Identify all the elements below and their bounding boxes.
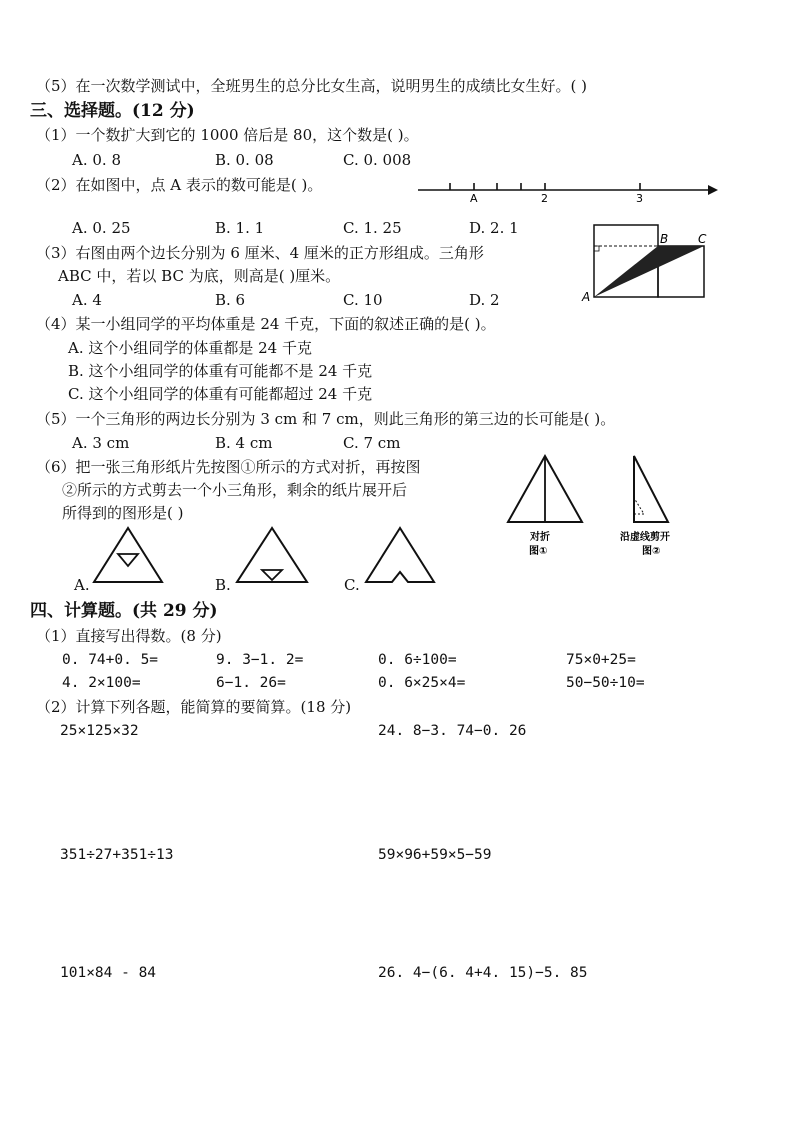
q2-option-b[interactable]: B. 1. 1 xyxy=(215,219,265,237)
calc-problem-1: 25×125×32 xyxy=(60,723,139,739)
mental-calc-6: 6−1. 26= xyxy=(216,675,286,691)
q3-stem-line1: （3）右图由两个边长分别为 6 厘米、4 厘米的正方形组成。三角形 xyxy=(36,244,484,262)
fold-figure-1 xyxy=(500,450,590,560)
q5-option-a[interactable]: A. 3 cm xyxy=(72,434,130,452)
calc-problem-5: 101×84 - 84 xyxy=(60,965,157,981)
mental-calc-5: 4. 2×100= xyxy=(62,675,141,691)
q6-option-c-label[interactable]: C. xyxy=(344,576,360,594)
number-line-tick-2: 2 xyxy=(541,192,548,205)
q6-option-a-shape[interactable] xyxy=(90,524,170,590)
q5-option-c[interactable]: C. 7 cm xyxy=(343,434,401,452)
q2-option-d[interactable]: D. 2. 1 xyxy=(469,219,519,237)
question-true-false-5: （5）在一次数学测试中，全班男生的总分比女生高，说明男生的成绩比女生好。( ) xyxy=(36,77,588,95)
q1-option-c[interactable]: C. 0. 008 xyxy=(343,151,412,169)
mental-calc-1: 0. 74+0. 5= xyxy=(62,652,159,668)
q2-stem: （2）在如图中，点 A 表示的数可能是( )。 xyxy=(36,176,323,194)
q2-option-a[interactable]: A. 0. 25 xyxy=(72,219,131,237)
cut-figure-2 xyxy=(612,450,712,560)
q1-stem: （1）一个数扩大到它的 1000 倍后是 80，这个数是( )。 xyxy=(36,126,419,144)
section-4-title: 四、计算题。(共 29 分) xyxy=(30,601,218,621)
calc-problem-3: 351÷27+351÷13 xyxy=(60,847,174,863)
number-line-ticks xyxy=(450,183,640,190)
mental-calc-4: 75×0+25= xyxy=(566,652,636,668)
q6-stem-line3: 所得到的图形是( ) xyxy=(62,504,184,522)
q5-stem: （5）一个三角形的两边长分别为 3 cm 和 7 cm，则此三角形的第三边的长可能是( )。 xyxy=(36,410,616,428)
q6-option-b-shape[interactable] xyxy=(232,524,312,590)
mental-calc-2: 9. 3−1. 2= xyxy=(216,652,304,668)
figure-1-caption: 图① xyxy=(529,546,548,557)
mental-calc-7: 0. 6×25×4= xyxy=(378,675,466,691)
cut-caption: 沿虚线剪开 xyxy=(620,532,670,543)
vertex-label-c: C xyxy=(698,232,707,246)
calc-problem-4: 59×96+59×5−59 xyxy=(378,847,492,863)
mental-calc-8: 50−50÷10= xyxy=(566,675,645,691)
calc-problem-2: 24. 8−3. 74−0. 26 xyxy=(378,723,527,739)
q3-option-a[interactable]: A. 4 xyxy=(72,291,102,309)
q3-option-d[interactable]: D. 2 xyxy=(469,291,500,309)
fold-caption: 对折 xyxy=(530,532,550,543)
calc-problem-6: 26. 4−(6. 4+4. 15)−5. 85 xyxy=(378,965,588,981)
q3-stem-line2: ABC 中，若以 BC 为底，则高是( )厘米。 xyxy=(58,267,341,285)
q3-option-b[interactable]: B. 6 xyxy=(215,291,246,309)
part2-title: （2）计算下列各题，能简算的要简算。(18 分) xyxy=(36,698,352,716)
q4-option-c[interactable]: C. 这个小组同学的体重有可能都超过 24 千克 xyxy=(68,385,373,403)
q4-stem: （4）某一小组同学的平均体重是 24 千克，下面的叙述正确的是( )。 xyxy=(36,315,496,333)
q6-option-c-shape[interactable] xyxy=(362,524,442,590)
vertex-label-b: B xyxy=(660,232,669,246)
number-line-tick-3: 3 xyxy=(636,192,643,205)
q4-option-b[interactable]: B. 这个小组同学的体重有可能都不是 24 千克 xyxy=(68,362,373,380)
q2-option-c[interactable]: C. 1. 25 xyxy=(343,219,402,237)
vertex-label-a: A xyxy=(582,290,591,304)
section-3-title: 三、选择题。(12 分) xyxy=(30,101,195,121)
q4-option-a[interactable]: A. 这个小组同学的体重都是 24 千克 xyxy=(68,339,312,357)
q1-option-a[interactable]: A. 0. 8 xyxy=(72,151,121,169)
q5-option-b[interactable]: B. 4 cm xyxy=(215,434,273,452)
number-line-point-label: A xyxy=(470,192,478,205)
q6-option-a-label[interactable]: A. xyxy=(74,576,90,594)
q3-option-c[interactable]: C. 10 xyxy=(343,291,383,309)
mental-calc-3: 0. 6÷100= xyxy=(378,652,457,668)
figure-2-caption: 图② xyxy=(642,546,661,557)
part1-title: （1）直接写出得数。(8 分) xyxy=(36,627,222,645)
q6-option-b-label[interactable]: B. xyxy=(215,576,231,594)
q6-stem-line2: ②所示的方式剪去一个小三角形，剩余的纸片展开后 xyxy=(62,481,408,499)
number-line-figure xyxy=(410,170,720,210)
q6-stem-line1: （6）把一张三角形纸片先按图①所示的方式对折，再按图 xyxy=(36,458,421,476)
q1-option-b[interactable]: B. 0. 08 xyxy=(215,151,274,169)
two-squares-figure xyxy=(580,222,720,304)
